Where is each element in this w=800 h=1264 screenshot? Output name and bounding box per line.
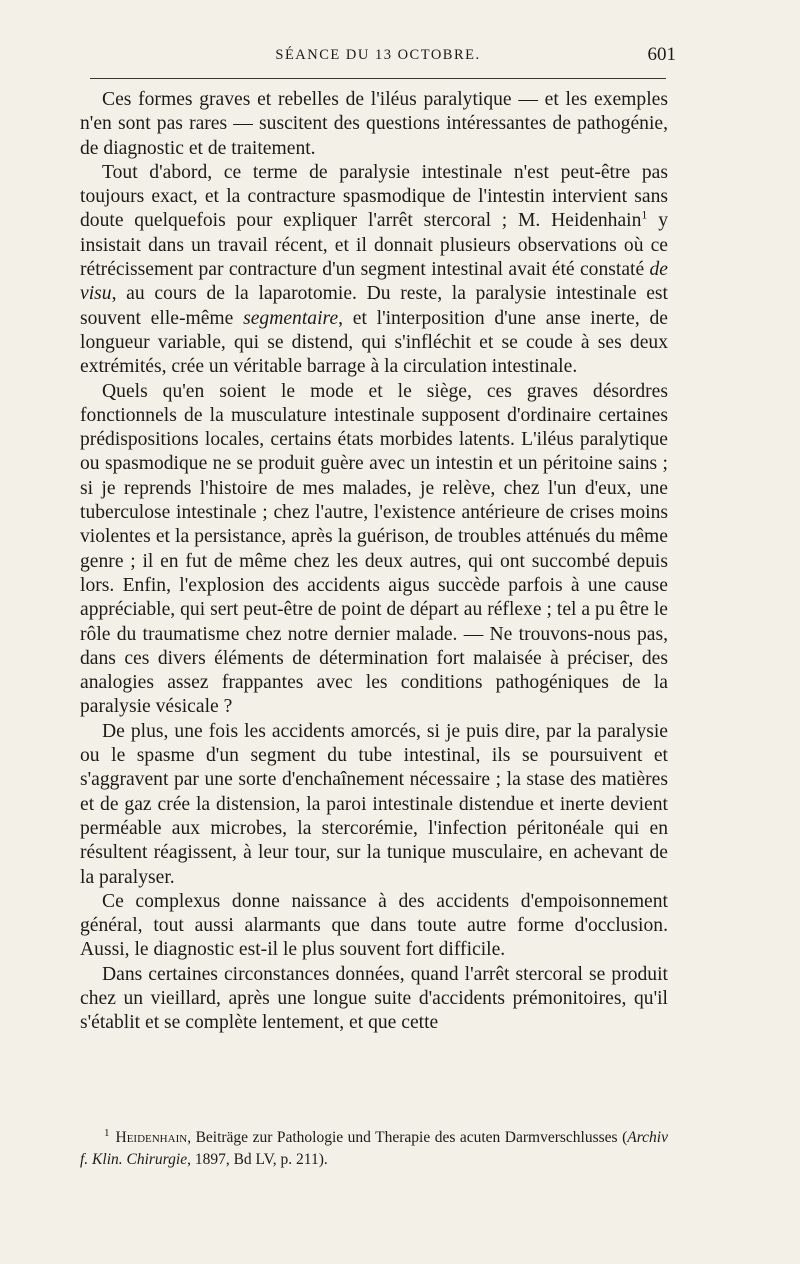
paragraph-2-part-d: , et l'interposition d'une anse inerte, de longueur variable, qui se distend, qui s'infléchit et se coude à ses deux extrémités, crée un véritable barrage à la circulation intestinale. [80, 307, 668, 378]
header-rule [90, 78, 666, 79]
footnote [80, 1127, 668, 1171]
paragraph-3: Quels qu'en soient le mode et le siège, ces graves désordres fonctionnels de la musculature intestinale supposent d'ordinaire certaines prédispositions locales, certains états morbides latents. L'iléus paralytique ou spasmodique ne se produit guère avec un intestin et un péritoine sains ; si je reprends l'histoire de mes malades, je relève, chez l'un d'eux, une tuberculose intestinale ; chez l'autre, l'existence antérieure de crises moins violentes et la persistance, après la guérison, de troubles atténués du même genre ; il en fut de même chez les deux autres, qui ont succombé depuis lors. Enfin, l'explosion des accidents aigus succède parfois à une cause appréciable, qui sert peut-être de point de départ au réflexe ; tel a pu être le rôle du traumatisme chez notre dernier malade. — Ne trouvons-nous pas, dans ces divers éléments de détermination fort malaisée à préciser, des analogies assez frappantes avec les conditions pathogéniques de la paralysie vésicale ? [80, 380, 668, 718]
body-text [80, 88, 668, 1036]
page-number: 601 [647, 44, 676, 65]
footnote-mark: 1 [104, 1126, 110, 1139]
paragraph-6: Dans certaines circonstances données, quand l'arrêt stercoral se produit chez un vieillard, après une longue suite d'accidents prémonitoires, qu'il s'établit et se complète lentement, et que cette [80, 963, 668, 1034]
paragraph-1: Ces formes graves et rebelles de l'iléus paralytique — et les exemples n'en sont pas rares — suscitent des questions intéressantes de pathogénie, de diagnostic et de traitement. [80, 89, 668, 159]
paragraph-2-part-a: Tout d'abord, ce terme de paralysie intestinale n'est peut-être pas toujours exact, et la contracture spasmodique de l'intestin intervient sans doute quelquefois pour expliquer l'arrêt stercoral ; M. Heidenhain [80, 161, 668, 232]
paragraph-2-part-c: , au cours de la laparotomie. Du reste, la paralysie intestinale est souvent elle-même [80, 283, 668, 329]
italic-segmentaire: segmentaire [243, 307, 339, 329]
page-header [80, 44, 676, 70]
paragraph-5: Ce complexus donne naissance à des accidents d'empoisonnement général, tout aussi alarmants que dans toute autre forme d'occlusion. Aussi, le diagnostic est-il le plus souvent fort difficile. [80, 890, 668, 961]
footnote-author: Heidenhain [115, 1129, 188, 1146]
paragraph-2 [80, 161, 668, 380]
running-head: SÉANCE DU 13 OCTOBRE. [275, 47, 481, 63]
footnote-reference: 1 [641, 207, 648, 222]
italic-de-visu: de visu [80, 259, 668, 305]
footnote-journal: Archiv f. Klin. Chirurgie [80, 1129, 668, 1168]
footnote-text-b: , 1897, Bd LV, p. 211). [187, 1151, 328, 1168]
paragraph-4: De plus, une fois les accidents amorcés, si je puis dire, par la paralysie ou le spasme d'un segment du tube intestinal, ils se poursuivent et s'aggravent par une sorte d'enchaînement nécessaire ; la stase des matières et de gaz crée la distension, la paroi intestinale distendue et inerte devient perméable aux microbes, la stercorémie, l'infection péritonéale qui en résultent réagissent, à leur tour, sur la tunique musculaire, en achevant de la paralyser. [80, 720, 668, 888]
footnote-text-a: , Beiträge zur Pathologie und Therapie des acuten Darmverschlusses ( [187, 1129, 628, 1146]
paragraph-2-part-b: y insistait dans un travail récent, et il donnait plusieurs observations où ce rétrécissement par contracture d'un segment intestinal avait été constaté [80, 210, 668, 281]
